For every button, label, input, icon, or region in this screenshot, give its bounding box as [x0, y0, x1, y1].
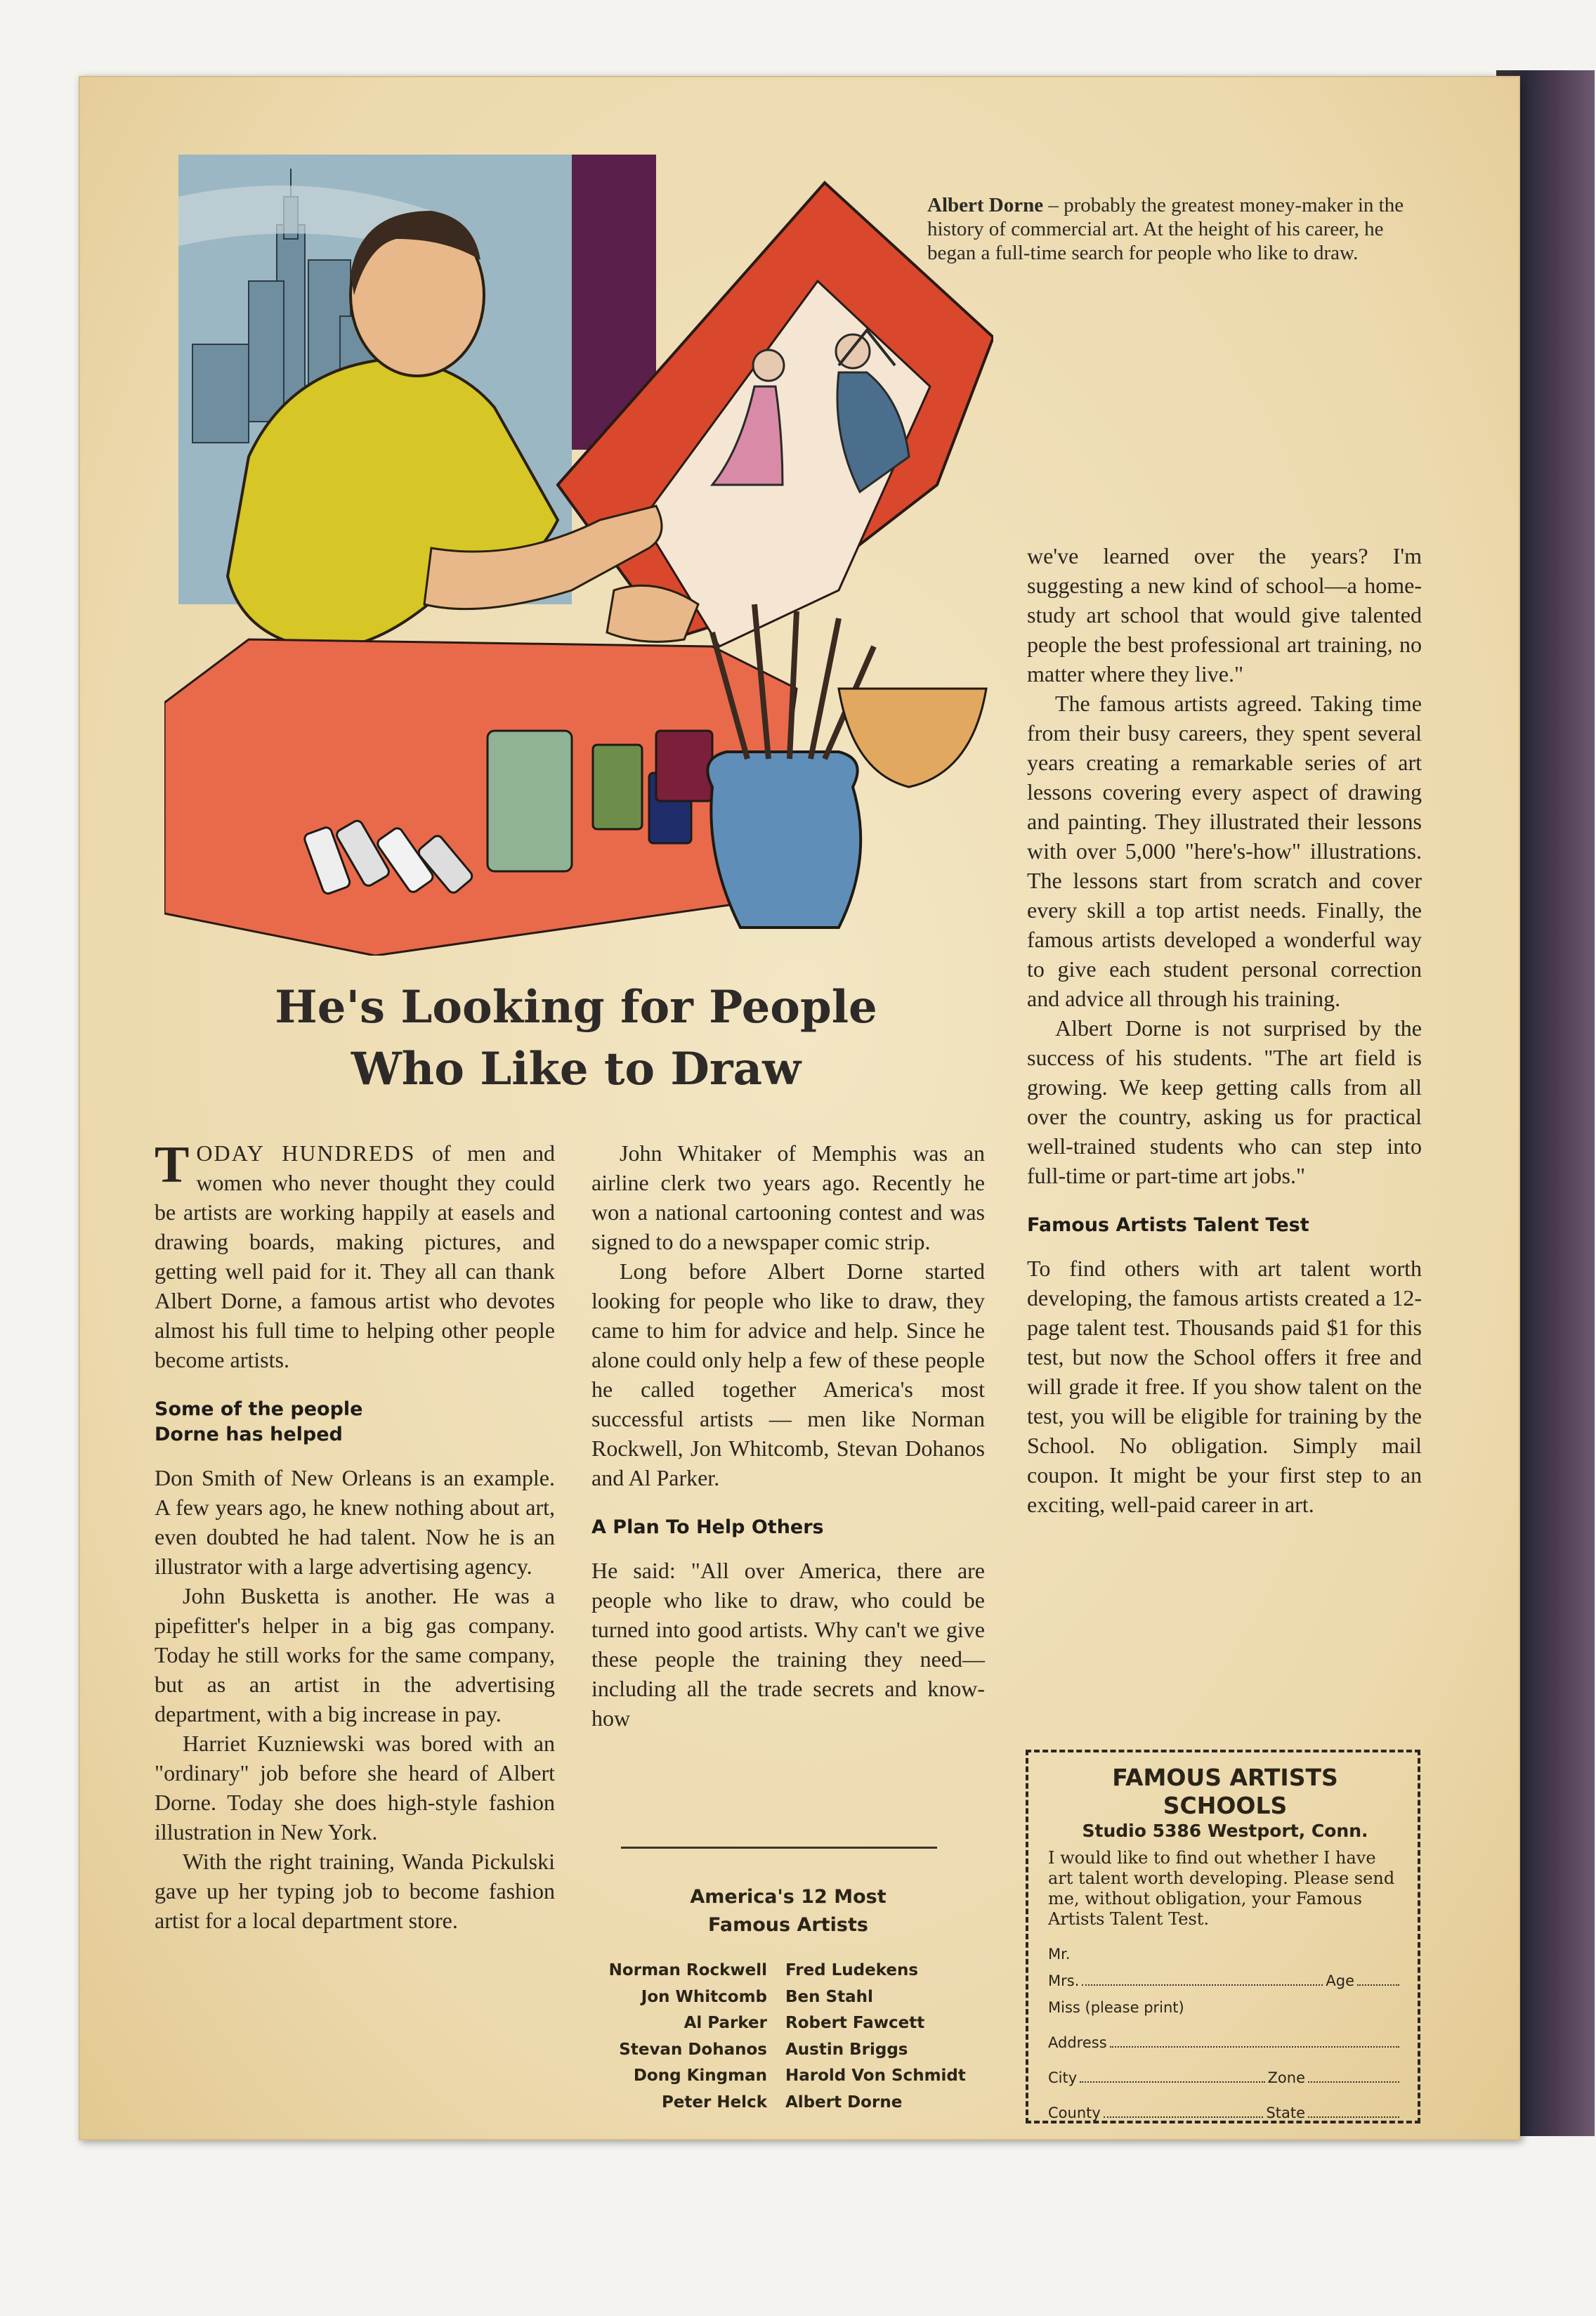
city-field[interactable]	[1080, 2070, 1264, 2083]
county-field[interactable]	[1104, 2105, 1264, 2118]
col3-paragraph-2: The famous artists agreed. Taking time from their busy careers, they spent several years creating a remarkable series of art lessons covering every aspect of drawing and painting. They illustrated their lessons with over 5,000 "here's-how" illustrations. The lessons start from scratch and cover every skill a top artist needs. Finally, the famous artists developed a wonderful way to give each student personal correction and advice all through his training.	[1027, 691, 1422, 1011]
col1-paragraph-3: John Busketta is another. He was a pipefitter's helper in a big gas company. Today he still works for the same company, but as an artist in the advertising department, with a big increase in pay.	[155, 1583, 555, 1726]
coupon-address-line[interactable]	[1048, 2029, 1402, 2056]
caption-name: Albert Dorne	[927, 194, 1044, 216]
coupon-county-line[interactable]	[1048, 2100, 1402, 2126]
photo-caption	[927, 193, 1405, 265]
artist-name: Robert Fawcett	[785, 2014, 925, 2032]
artist-name: Harold Von Schmidt	[785, 2067, 966, 2085]
col1-p1-text: of men and women who never thought they could be artists are working happily at easels and drawing boards, making pictures, and getting well paid for it. They all can thank Albert Dorne, a famous artist who devotes almost his full time to helping other people become artists.	[155, 1140, 556, 1372]
famous-artists-title	[591, 1883, 985, 1939]
col2-paragraph-1: John Whitaker of Memphis was an airline clerk two years ago. Recently he won a national cartooning contest and was signed to do a newspaper comic strip.	[591, 1140, 985, 1254]
divider-rule	[621, 1847, 937, 1849]
coupon-state-label: State	[1266, 2104, 1305, 2121]
coupon-mr-line	[1048, 1941, 1402, 1967]
coupon-city-label: City	[1048, 2069, 1078, 2086]
subheading-line2: Dorne has helped	[155, 1424, 343, 1445]
coupon-miss-line	[1048, 1994, 1402, 2021]
col1-paragraph-4: Harriet Kuzniewski was bored with an "ordinary" job before she heard of Albert Dorne. Today she does high-style fashion illustration in New York.	[155, 1731, 555, 1845]
col3-paragraph-1: we've learned over the years? I'm suggesting a new kind of school—a home-study art school that would give talented people the best professional art training, no matter where they live."	[1027, 543, 1422, 687]
name-field[interactable]	[1082, 1973, 1323, 1986]
artist-name: Al Parker	[683, 2014, 767, 2032]
col1-paragraph-2: Don Smith of New Orleans is an example. A few years ago, he knew nothing about art, even doubted he had talent. Now he is an illustrator with a large advertising agency.	[155, 1465, 555, 1579]
artist-name: Stevan Dohanos	[619, 2040, 767, 2059]
artist-name: Fred Ludekens	[785, 1961, 919, 1979]
coupon-city-line[interactable]	[1048, 2064, 1402, 2091]
brush-jar	[707, 752, 861, 928]
artist-name: Peter Helck	[661, 2093, 767, 2112]
col1-paragraph-1	[155, 1138, 555, 1374]
coupon-mr-label: Mr.	[1048, 1946, 1071, 1963]
artist-name: Norman Rockwell	[608, 1961, 767, 1979]
water-bowl	[839, 689, 986, 787]
body-column-1	[155, 1138, 555, 1935]
body-column-2	[591, 1138, 985, 1733]
coupon-age-label: Age	[1326, 1972, 1354, 1989]
coupon-title: FAMOUS ARTISTS SCHOOLS	[1112, 1764, 1338, 1819]
zone-field[interactable]	[1308, 2070, 1399, 2083]
headline-line2: Who Like to Draw	[351, 1043, 802, 1095]
mail-coupon[interactable]	[1026, 1750, 1420, 2123]
coupon-zone-label: Zone	[1267, 2069, 1305, 2086]
age-field[interactable]	[1357, 1973, 1399, 1986]
subheading-line1: Some of the people	[155, 1398, 363, 1420]
col3-paragraph-3: Albert Dorne is not surprised by the success of his students. "The art field is growing. We keep getting calls from all over the country, asking us for practical well-trained students who can step into full-time or part-time art jobs."	[1027, 1015, 1422, 1188]
intro-small-caps: ODAY HUNDREDS	[196, 1140, 416, 1166]
coupon-body: I would like to find out whether I have art talent worth developing. Please send me, without obligation, your Famous Artists Talent Test.	[1048, 1848, 1395, 1929]
drop-cap: T	[155, 1136, 190, 1194]
subheading-plan: A Plan To Help Others	[591, 1516, 824, 1538]
artist-name: Albert Dorne	[785, 2093, 903, 2112]
col3-paragraph-4: To find others with art talent worth developing, the famous artists created a 12-page talent test. Thousands paid $1 for this test, but now the School offers it free and will grade it free. If you show talent on the test, you will be eligible for training by the School. No obligation. Simply mail coupon. It might be your first step to an exciting, well-paid career in art.	[1027, 1256, 1422, 1517]
artist-name: Austin Briggs	[785, 2040, 908, 2059]
col2-paragraph-2: Long before Albert Dorne started looking for people who like to draw, they came to him for advice and help. Since he alone could only help a few of these people he called together America's most successful artists — men like Norman Rockwell, Jon Whitcomb, Stevan Dohanos and Al Parker.	[591, 1258, 985, 1490]
famous-title-line2: Famous Artists	[708, 1914, 868, 1936]
coupon-studio: Studio 5386 Westport, Conn.	[1082, 1821, 1368, 1841]
coupon-address-label: Address	[1048, 2034, 1107, 2051]
col1-paragraph-5: With the right training, Wanda Pickulski gave up her typing job to become fashion artist for a local department store.	[155, 1849, 555, 1933]
coupon-miss-label: Miss (please print)	[1048, 1999, 1184, 2016]
famous-artists-list	[576, 1958, 998, 2116]
artist-name: Jon Whitcomb	[641, 1987, 767, 2006]
coupon-county-label: County	[1048, 2104, 1101, 2121]
body-column-3	[1027, 541, 1422, 1519]
col2-paragraph-3: He said: "All over America, there are people who like to draw, who could be turned into good artists. Why can't we give these people the training they need—including all the trade secrets and know-how	[591, 1558, 985, 1731]
headline	[176, 977, 976, 1100]
state-field[interactable]	[1308, 2105, 1399, 2118]
address-field[interactable]	[1110, 2035, 1399, 2048]
famous-title-line1: America's 12 Most	[690, 1886, 887, 1908]
caption-text: – probably the greatest money-maker in the history of commercial art. At the height of his career, he began a full-time search for people who like to draw.	[927, 194, 1404, 264]
headline-line1: He's Looking for People	[275, 981, 877, 1034]
artist-name: Dong Kingman	[633, 2067, 767, 2085]
coupon-mrs-line[interactable]	[1048, 1967, 1402, 1994]
artist-illustration	[164, 155, 993, 956]
coupon-mrs-label: Mrs.	[1048, 1972, 1080, 1989]
subheading-people-helped	[155, 1397, 555, 1448]
artist-name: Ben Stahl	[785, 1987, 873, 2006]
subheading-talent-test: Famous Artists Talent Test	[1027, 1214, 1309, 1236]
